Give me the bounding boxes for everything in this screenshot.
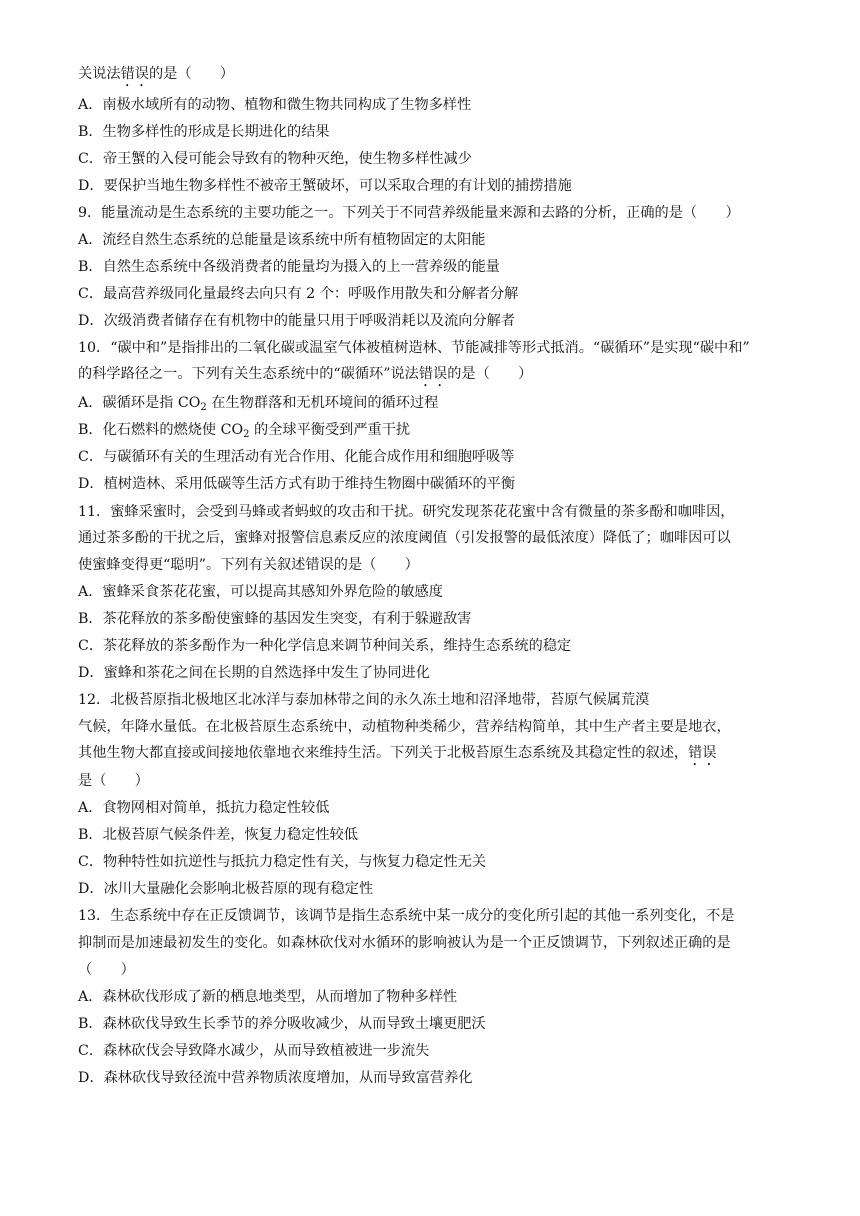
q8-stem-tail [78, 64, 234, 90]
q10-option-a-pre: A．碳循环是指 CO [78, 395, 201, 411]
q10-stem-post: 的是（ ） [447, 366, 533, 382]
q13-option-b: B．森林砍伐导致生长季节的养分吸收减少，从而导致土壤更肥沃 [78, 1016, 486, 1032]
q12-option-c: C．物种特性如抗逆性与抵抗力稳定性有关，与恢复力稳定性无关 [78, 854, 487, 870]
q9-option-b: B．自然生态系统中各级消费者的能量均为摄入的上一营养级的能量 [78, 259, 500, 275]
q13-stem-line1: 13．生态系统中存在正反馈调节，该调节是指生态系统中某一成分的变化所引起的其他一系列变化，不是 [78, 908, 735, 924]
q8-option-d: D．要保护当地生物多样性不被帝王蟹破坏，可以采取合理的有计划的捕捞措施 [78, 178, 572, 194]
q12-stem-pre: 其他生物大都直接或间接地依靠地衣来维持生活。下列关于北极苔原生态系统及其稳定性的叙述， [78, 745, 689, 761]
q8-emphasis-cuowu: 错误 [120, 66, 149, 82]
q11-option-c: C．茶花释放的茶多酚作为一种化学信息来调节种间关系，维持生态系统的稳定 [78, 638, 572, 654]
q10-stem-line1: 10．“碳中和”是指排出的二氧化碳或温室气体被植树造林、节能减排等形式抵消。“碳循环”是实现“碳中和” [78, 340, 750, 356]
q10-option-b [78, 420, 410, 440]
q13-stem-line2: 抑制而是加速最初发生的变化。如森林砍伐对水循环的影响被认为是一个正反馈调节，下列叙述正确的是 [78, 935, 731, 951]
q11-option-a: A．蜜蜂采食茶花花蜜，可以提高其感知外界危险的敏感度 [78, 584, 443, 600]
q10-option-a [78, 393, 438, 413]
q9-stem: 9．能量流动是生态系统的主要功能之一。下列关于不同营养级能量来源和去路的分析，正确的是（ ） [78, 205, 740, 221]
q13-stem-line3: （ ） [78, 962, 135, 978]
q12-emphasis-cuowu: 错误 [688, 745, 717, 761]
q10-emphasis-cuowu: 错误 [418, 366, 448, 382]
q8-stem-pre: 关说法 [78, 66, 121, 82]
q12-option-d: D．冰川大量融化会影响北极苔原的现有稳定性 [78, 881, 374, 897]
q9-option-d: D．次级消费者储存在有机物中的能量只用于呼吸消耗以及流向分解者 [78, 313, 516, 329]
q11-option-d: D．蜜蜂和茶花之间在长期的自然选择中发生了协同进化 [78, 665, 430, 681]
q10-stem-line2 [78, 364, 532, 390]
q10-option-b-subscript: 2 [243, 429, 250, 440]
q12-stem-line1: 12．北极苔原指北极地区北冰洋与泰加林带之间的永久冻土地和沼泽地带，苔原气候属荒漠 [78, 692, 650, 708]
q10-stem-pre: 的科学路径之一。下列有关生态系统中的“碳循环”说法 [78, 366, 419, 382]
q12-stem-line3 [78, 743, 716, 769]
q12-option-b: B．北极苔原气候条件差，恢复力稳定性较低 [78, 827, 358, 843]
q11-stem-line3: 使蜜蜂变得更“聪明”。下列有关叙述错误的是（ ） [78, 557, 419, 573]
q12-stem-line2: 气候，年降水量低。在北极苔原生态系统中，动植物种类稀少，营养结构简单，其中生产者主要是地衣， [78, 719, 731, 735]
q13-option-a: A．森林砍伐形成了新的栖息地类型，从而增加了物种多样性 [78, 989, 458, 1005]
q11-option-b: B．茶花释放的茶多酚使蜜蜂的基因发生突变，有利于躲避敌害 [78, 611, 472, 627]
q10-option-b-pre: B．化石燃料的燃烧使 CO [78, 422, 244, 438]
q10-option-c: C．与碳循环有关的生理活动有光合作用、化能合成作用和细胞呼吸等 [78, 449, 515, 465]
q9-option-c: C．最高营养级同化量最终去向只有 2 个：呼吸作用散失和分解者分解 [78, 286, 519, 302]
q12-option-a: A．食物网相对简单，抵抗力稳定性较低 [78, 800, 330, 816]
q10-option-a-subscript: 2 [200, 402, 207, 413]
q13-option-c: C．森林砍伐会导致降水减少，从而导致植被进一步流失 [78, 1043, 430, 1059]
q11-stem-line2: 通过茶多酚的干扰之后，蜜蜂对报警信息素反应的浓度阈值（引发报警的最低浓度）降低了；咖啡因可以 [78, 530, 731, 546]
q10-option-d: D．植树造林、采用低碳等生活方式有助于维持生物圈中碳循环的平衡 [78, 476, 516, 492]
q8-option-b: B．生物多样性的形成是长期进化的结果 [78, 124, 330, 140]
q11-stem-line1: 11．蜜蜂采蜜时，会受到马蜂或者蚂蚁的攻击和干扰。研究发现茶花花蜜中含有微量的茶多酚和咖啡因， [78, 504, 735, 520]
q8-option-a: A．南极水域所有的动物、植物和微生物共同构成了生物多样性 [78, 97, 472, 113]
q8-option-c: C．帝王蟹的入侵可能会导致有的物种灭绝，使生物多样性减少 [78, 151, 472, 167]
q10-option-b-post: 的全球平衡受到严重干扰 [249, 422, 411, 438]
q8-stem-post: 的是（ ） [148, 66, 235, 82]
q13-option-d: D．森林砍伐导致径流中营养物质浓度增加，从而导致富营养化 [78, 1070, 473, 1086]
q12-stem-line4: 是（ ） [78, 773, 149, 789]
q10-option-a-post: 在生物群落和无机环境间的循环过程 [206, 395, 439, 411]
q9-option-a: A．流经自然生态系统的总能量是该系统中所有植物固定的太阳能 [78, 232, 486, 248]
